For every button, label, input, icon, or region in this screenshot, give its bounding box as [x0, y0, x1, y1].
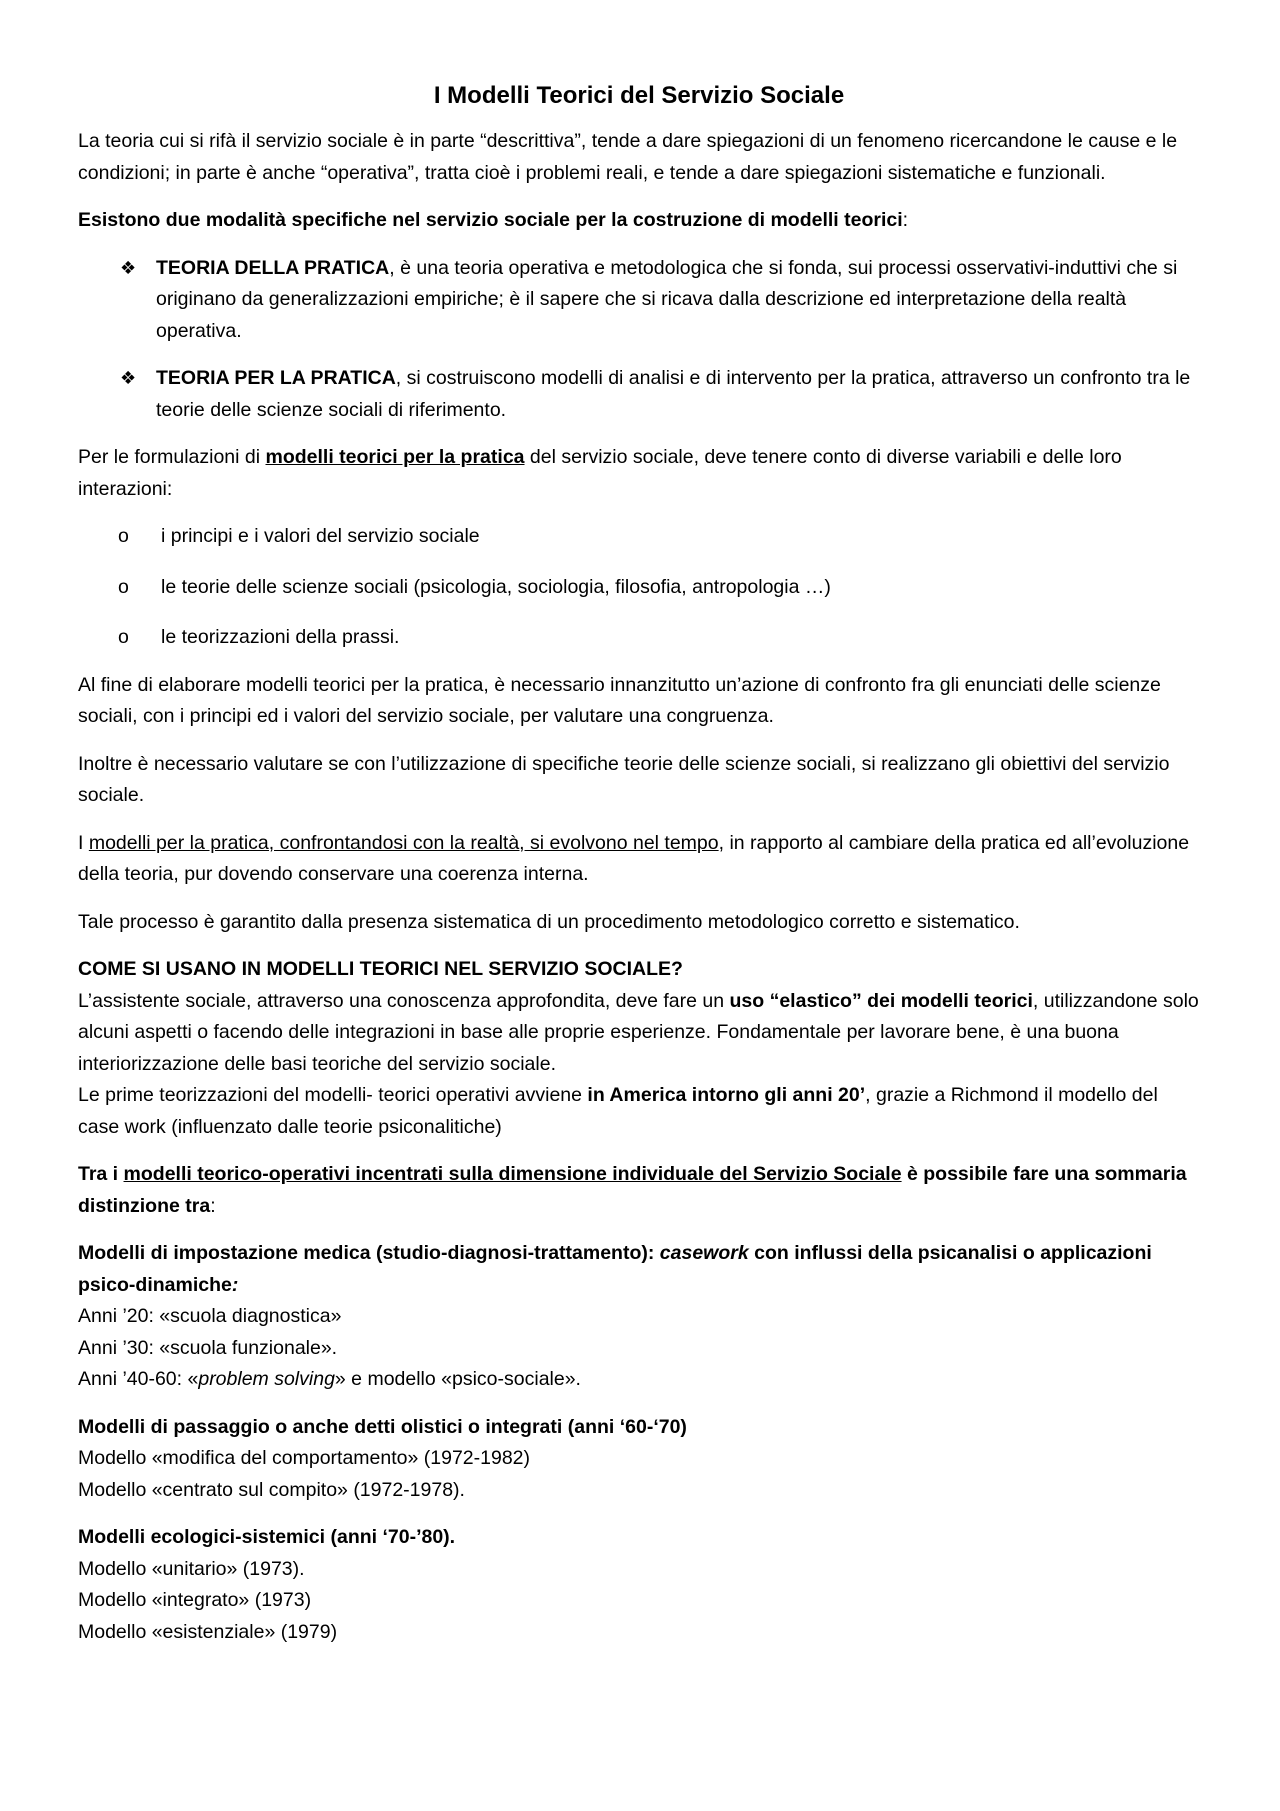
page-title: I Modelli Teorici del Servizio Sociale: [433, 82, 845, 109]
usage-line-2: [78, 1080, 1200, 1143]
usage-heading: COME SI USANO IN MODELLI TEORICI NEL SERVIZIO SOCIALE?: [78, 958, 683, 980]
ecologici-line: Modello «unitario» (1973).: [78, 1557, 305, 1580]
medical-heading-colon: :: [231, 1273, 239, 1296]
list-item: [78, 363, 1200, 426]
distinction-colon: :: [210, 1194, 216, 1217]
modalities-heading-colon: :: [902, 209, 909, 231]
circle-bullet-icon: o: [118, 626, 129, 648]
medical-l3-post: » e modello «psico-sociale».: [334, 1368, 581, 1390]
ecologici-section: [78, 1522, 1200, 1648]
ecologici-line: Modello «integrato» (1973): [78, 1589, 312, 1611]
variables-paragraph: [78, 442, 1200, 505]
medical-heading: [78, 1238, 1200, 1301]
medical-l3-italic: problem solving: [198, 1368, 335, 1390]
modalities-heading: Esistono due modalità specifiche nel servizio sociale per la costruzione di modelli teorici: [78, 209, 903, 231]
passaggio-section: [78, 1412, 1200, 1507]
list-item: [78, 521, 1200, 553]
usage-l2-bold: in America intorno gli anni 20’: [587, 1084, 866, 1106]
list-item-text: le teorie delle scienze sociali (psicologia, sociologia, filosofia, antropologia …): [161, 575, 831, 598]
evoluzione-text-pre: I: [78, 831, 89, 854]
usage-l1-post: , utilizzandone solo alcuni aspetti o facendo delle integrazioni in base alle proprie esperienze. Fondamentale per lavorare bene, è una buona interiorizzazione delle basi teoriche del servizio sociale.: [78, 989, 1199, 1075]
intro-paragraph: La teoria cui si rifà il servizio sociale è in parte “descrittiva”, tende a dare spiegazioni di un fenomeno ricercandone le cause e le condizioni; in parte è anche “operativa”, tratta cioè i problemi reali, e tende a dare spiegazioni sistematiche e funzionali.: [78, 130, 1178, 184]
list-item: [78, 572, 1200, 604]
usage-line-1: [78, 986, 1200, 1081]
four-diamond-bullet-icon: ❖: [120, 368, 137, 388]
theory-term: TEORIA PER LA PRATICA: [156, 367, 396, 389]
theory-description: , si costruiscono modelli di analisi e di intervento per la pratica, attraverso un confronto tra le teorie delle scienze sociali di riferimento.: [156, 367, 1191, 421]
ecologici-heading: Modelli ecologici-sistemici (anni ‘70-’80).: [78, 1526, 456, 1548]
theory-term: TEORIA DELLA PRATICA: [156, 256, 390, 279]
medical-line-2: Anni ’30: «scuola funzionale».: [78, 1336, 338, 1359]
ecologici-line: Modello «esistenziale» (1979): [78, 1620, 338, 1643]
circle-bullet-icon: o: [118, 525, 129, 547]
medical-line-1: Anni ’20: «scuola diagnostica»: [78, 1305, 342, 1327]
passaggio-heading: Modelli di passaggio o anche detti olistici o integrati (anni ‘60-‘70): [78, 1415, 687, 1438]
variables-list: [78, 521, 1200, 654]
usage-l2-post: , grazie a Richmond il modello del case work (influenzato dalle teorie psiconalitiche): [78, 1084, 1158, 1138]
modalities-list: [78, 253, 1200, 427]
confronto-paragraph: Al fine di elaborare modelli teorici per la pratica, è necessario innanzitutto un’azione di confronto fra gli enunciati delle scienze sociali, con i principi ed i valori del servizio sociale, per valutare una congruenza.: [78, 673, 1161, 727]
medical-line-3: [78, 1364, 1200, 1396]
distinction-post: è possibile fare una sommaria distinzione tra: [78, 1163, 1187, 1217]
circle-bullet-icon: o: [118, 575, 129, 598]
medical-l3-pre: Anni ’40-60: «: [78, 1368, 199, 1390]
variables-emphasis: modelli teorici per la pratica: [265, 446, 525, 468]
evoluzione-paragraph: [78, 828, 1200, 891]
usage-l1-pre: L’assistente sociale, attraverso una conoscenza approfondita, deve fare un: [78, 989, 730, 1012]
variables-text-post: del servizio sociale, deve tenere conto di diverse variabili e delle loro interazioni:: [78, 446, 1122, 500]
four-diamond-bullet-icon: ❖: [120, 257, 137, 278]
list-item-text: le teorizzazioni della prassi.: [161, 626, 400, 648]
theory-description: , è una teoria operativa e metodologica che si fonda, sui processi osservativi-induttivi che si originano da generalizzazioni empiriche; è il sapere che si ricava dalla descrizione ed interpretazione della realtà operativa.: [156, 256, 1178, 342]
passaggio-line: Modello «centrato sul compito» (1972-1978).: [78, 1478, 465, 1501]
inoltre-paragraph: Inoltre è necessario valutare se con l’utilizzazione di specifiche teorie delle scienze sociali, si realizzano gli obiettivi del servizio sociale.: [78, 752, 1170, 806]
medical-section: [78, 1238, 1200, 1396]
distinction-pre: Tra i: [78, 1163, 124, 1185]
modalities-heading-paragraph: [78, 205, 1200, 237]
medical-heading-pre: Modelli di impostazione medica (studio-diagnosi-trattamento):: [78, 1242, 660, 1264]
list-item: [78, 253, 1200, 348]
evoluzione-text-post: , in rapporto al cambiare della pratica ed all’evoluzione della teoria, pur dovendo conservare una coerenza interna.: [78, 831, 1190, 885]
medical-heading-post: con influssi della psicanalisi o applicazioni psico-dinamiche: [78, 1242, 1152, 1296]
usage-section: [78, 954, 1200, 1143]
evoluzione-underlined: modelli per la pratica, confrontandosi con la realtà, si evolvono nel tempo: [88, 831, 719, 854]
list-item-text: i principi e i valori del servizio sociale: [161, 525, 480, 547]
list-item: [78, 622, 1200, 654]
distinction-paragraph: [78, 1159, 1200, 1222]
variables-text-pre: Per le formulazioni di: [78, 446, 266, 468]
distinction-underlined: modelli teorico-operativi incentrati sulla dimensione individuale del Servizio Sociale: [123, 1163, 902, 1185]
usage-l2-pre: Le prime teorizzazioni del modelli- teorici operativi avviene: [78, 1084, 588, 1106]
processo-paragraph: Tale processo è garantito dalla presenza sistematica di un procedimento metodologico corretto e sistematico.: [78, 910, 1020, 933]
usage-l1-bold: uso “elastico” dei modelli teorici: [729, 989, 1033, 1012]
passaggio-line: Modello «modifica del comportamento» (1972-1982): [78, 1447, 531, 1469]
medical-heading-italic: casework: [659, 1242, 749, 1264]
